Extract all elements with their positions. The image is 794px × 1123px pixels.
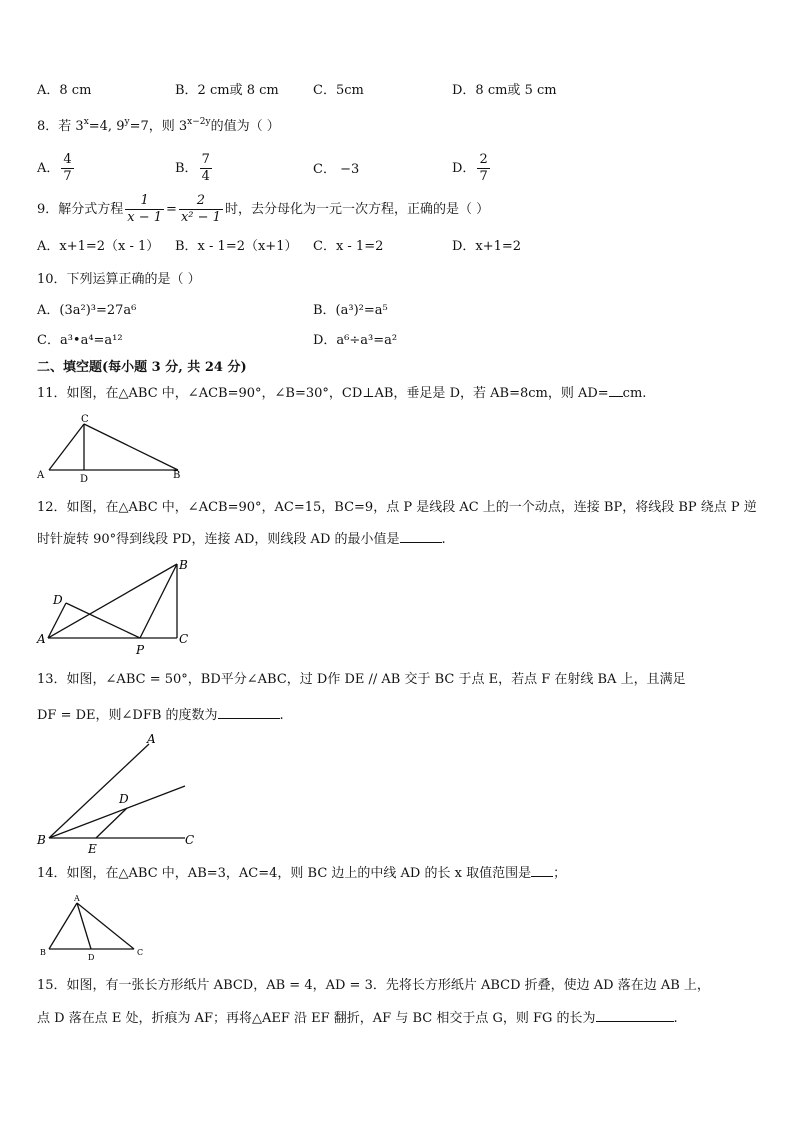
q8-option-c: C． −3 <box>313 162 360 177</box>
q13-label-b: B <box>37 833 46 847</box>
q7-option-d: D．8 cm或 5 cm <box>452 83 557 98</box>
q12-answer-blank <box>400 530 442 543</box>
q15-answer-blank <box>596 1009 674 1022</box>
q13-stem-line1: 13．如图，∠ABC = 50°，BD平分∠ABC，过 D作 DE // AB 交于 BC 于点 E，若点 F 在射线 BA 上，且满足 <box>37 672 686 687</box>
q13-segment-de <box>96 808 127 838</box>
q14-median-ad <box>77 903 91 949</box>
q8-option-a: A． $\frac{4}{7}$ <box>37 152 72 184</box>
q14-stem: 14．如图，在△ABC 中，AB=3，AC=4，则 BC 边上的中线 AD 的长 x 取值范围是 ； <box>37 866 567 881</box>
q8-d-fraction: $\frac{2}{7}$ <box>479 152 488 184</box>
q13-label-e: E <box>88 842 97 856</box>
q14-figure <box>37 893 157 963</box>
q12-side-ab <box>48 564 177 638</box>
q11-side-ac <box>49 424 84 470</box>
q13-label-a: A <box>147 732 156 746</box>
q14-label-b: B <box>40 948 46 957</box>
q11-figure <box>37 412 197 485</box>
q11-side-bc <box>84 424 178 470</box>
q8-a-fraction: $\frac{4}{7}$ <box>63 152 72 184</box>
q12-label-c: C <box>179 632 189 646</box>
q9-fraction-1: $\frac{1}{x - 1}$ <box>127 193 163 225</box>
q8-stem: 8．若 $3^x=4$, $9^y=7$，则 $3^{x-2y}$的值为（ ） <box>37 117 280 134</box>
q10-stem: 10．下列运算正确的是（ ） <box>37 272 201 287</box>
q9-stem: 9．解分式方程 $\frac{1}{x - 1}$ = $\frac{2}{\text{x² − 1}}$ 时，去分母化为一元一次方程，正确的是（ ） <box>37 193 490 225</box>
q8-option-b: B． $\frac{7}{4}$ <box>175 152 210 184</box>
q8-b-fraction: $\frac{7}{4}$ <box>201 152 210 184</box>
q9-option-a: A．x+1=2（x - 1） <box>37 239 160 254</box>
q14-label-d: D <box>88 953 95 962</box>
q10-option-d: D．a⁶÷a³=a² <box>313 333 398 348</box>
q12-label-b: B <box>179 558 188 572</box>
q12-label-d: D <box>53 593 63 607</box>
q8-option-d: D． $\frac{2}{7}$ <box>452 152 488 184</box>
q13-stem-line2: DF = DE，则∠DFB 的度数为 . <box>37 708 284 723</box>
q12-stem-line1: 12．如图，在△ABC 中，∠ACB=90°，AC=15，BC=9，点 P 是线段 AC 上的一个动点，连接 BP，将线段 BP 绕点 P 逆 <box>37 500 757 515</box>
q13-label-d: D <box>119 792 129 806</box>
q13-figure <box>37 732 217 856</box>
q10-option-c: C．a³•a⁴=a¹² <box>37 333 123 348</box>
q13-ray-bd <box>49 786 185 838</box>
q15-stem-line2: 点 D 落在点 E 处，折痕为 AF；再将△AEF 沿 EF 翻折，AF 与 BC 相交于点 G，则 FG 的长为 . <box>37 1011 678 1026</box>
q9-option-b: B．x - 1=2（x+1） <box>175 239 298 254</box>
q14-label-c: C <box>137 948 144 957</box>
q12-label-a: A <box>37 632 46 646</box>
q10-option-a: A．(3a²)³=27a⁶ <box>37 303 137 318</box>
q13-ray-ba <box>49 744 149 838</box>
q11-label-a: A <box>37 470 45 481</box>
q11-stem: 11．如图，在△ABC 中，∠ACB=90°，∠B=30°，CD⊥AB，垂足是 D，若 AB=8cm，则 AD= cm. <box>37 386 647 401</box>
q13-answer-blank <box>218 706 280 719</box>
q11-answer-blank <box>609 384 623 397</box>
q12-label-p: P <box>136 643 145 657</box>
q11-label-d: D <box>80 474 89 485</box>
q12-segment-pd <box>66 603 140 638</box>
q11-label-c: C <box>81 414 89 425</box>
q13-label-c: C <box>185 833 195 847</box>
q10-option-b: B．(a³)²=a⁵ <box>313 303 388 318</box>
q7-option-a: A．8 cm <box>37 83 92 98</box>
q15-stem-line1: 15．如图，有一张长方形纸片 ABCD，AB = 4，AD = 3．先将长方形纸片 ABCD 折叠，使边 AD 落在边 AB 上， <box>37 978 710 993</box>
q11-label-b: B <box>173 470 181 481</box>
q14-side-ab <box>49 903 77 949</box>
q9-option-d: D．x+1=2 <box>452 239 522 254</box>
q7-option-c: C．5cm <box>313 83 364 98</box>
q12-stem-line2: 时针旋转 90°得到线段 PD，连接 AD，则线段 AD 的最小值是 . <box>37 532 446 547</box>
q14-answer-blank <box>531 864 553 877</box>
q14-side-ac <box>77 903 134 949</box>
q9-fraction-2: $\frac{2}{\text{x² − 1}}$ <box>180 193 221 225</box>
q12-figure <box>37 558 197 657</box>
q7-option-b: B．2 cm或 8 cm <box>175 83 279 98</box>
q14-label-a: A <box>74 894 80 903</box>
section-heading: 二、填空题(每小题 3 分, 共 24 分) <box>37 360 247 375</box>
q9-option-c: C．x - 1=2 <box>313 239 384 254</box>
